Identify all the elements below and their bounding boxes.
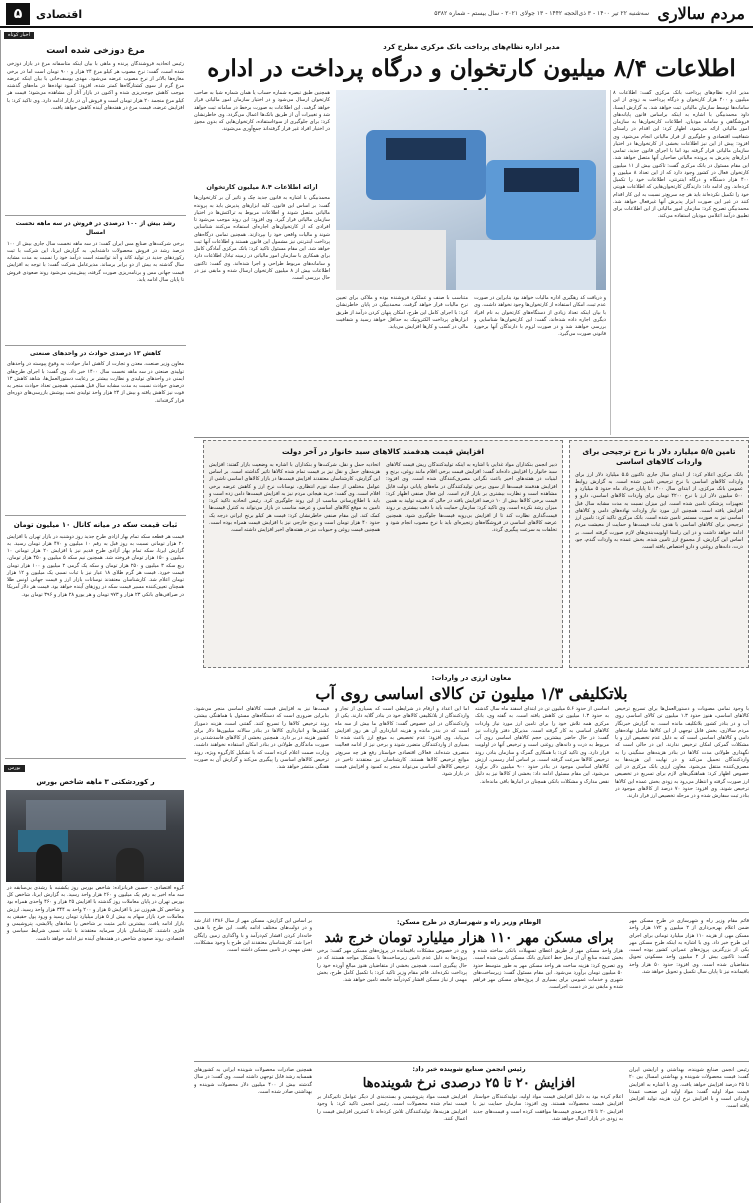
divider: [5, 515, 186, 516]
sidebar-tag: اخبار کوتاه: [4, 32, 34, 39]
article3-kicker: الوطام وزیر راه و شهرسازی در طرح مسکن:: [396, 918, 542, 926]
page-number: ۵: [6, 3, 30, 25]
box-body: دبیر انجمن بنکداران مواد غذایی با اشاره به اینکه تولیدکنندگان ریش قیمت کالاهای سبد خانوار را افزایش داده‌اند گفت: افزایش قیمت برخی اقلام مانند روغن، برنج و لبنیات در هفته‌های اخیر باعث نگرانی مصرف‌کنندگان شده است. وی افزود: افزایش هدفمند قیمت‌ها از سوی برخی تولیدکنندگان در ماه‌های پایانی دولت قابل مشاهده است و نظارت بیشتری بر بازار لازم است. این فعال صنفی اظهار کرد: قیمت برخی کالاها بیش از ۱۰ درصد افزایش یافته در حالی که هزینه تولید به همین میزان رشد نکرده است. وی تاکید کرد: سازمان حمایت باید با دقت بیشتری بر روند قیمت‌گذاری نظارت کند تا از افزایش بی‌رویه قیمت‌ها جلوگیری شود. همچنین عرضه کالاهای اساسی در فروشگاه‌های زنجیره‌ای باید با نرخ مصوب انجام شود و تخلفات به سرعت پیگیری گردد.: [386, 461, 557, 533]
article2-column-3: اما این اعداد و ارقام در شرایطی است که بسیاری از تجار و واردکنندگان از بلاتکلیفی کالاهای خود در بنادر گلایه دارند. یکی از واردکنندگان در این خصوص گفت: کالاهای ما بیش از سه ماه است که در بندر مانده و هزینه انبارداری آن هر روز افزایش می‌یابد. وی افزود: عدم تخصیص به موقع ارز باعث شده تا بسیاری از واردکنندگان متضرر شوند و برخی نیز از ادامه فعالیت منصرف شده‌اند. فعالان اقتصادی خواستار رفع هر چه سریع‌تر موانع ترخیص کالاها هستند. کارشناسان نیز معتقدند تاخیر در ترخیص کالاهای اساسی می‌تواند منجر به کمبود و افزایش قیمت در بازار شود.: [335, 706, 469, 778]
lead-headline: اطلاعات ۸/۴ میلیون کارتخوان و درگاه پرداخت در اداره: [207, 55, 736, 82]
lead-column-3: متناسب با صنف و عملکرد فروشنده بوده و ملاکی برای تعیین نرخ مالیات قرار خواهد گرفت. محمدبیگی در پایان خاطرنشان کرد: با اجرای کامل این طرح، امکان پنهان کردن درآمد از طریق ابزارهای پرداخت الکترونیک به حداقل خواهد رسید و شفافیت مالی در کسب و کارها افزایش می‌یابد.: [336, 295, 468, 330]
section-name: اقتصادی: [36, 8, 83, 21]
box-forex-essentials: [569, 440, 749, 668]
news-title-accidents: کاهش ۱۳ درصدی حوادث در واحدهای صنعتی: [30, 349, 161, 357]
article2-headline: بلاتکلیفی ۱/۳ میلیون تن کالای اساسی روی آب: [315, 684, 628, 703]
section-rule: [194, 437, 749, 438]
news-body-copper: برخی شرکت‌های صنایع مس ایران گفت: در سه ماهه نخست سال جاری بیش از ۱۰۰ درصد رشد در فروش محصولات داشته‌ایم. به گزارش ایرنا، این شرکت با ثبت رکوردهای جدید در تولید کاتد و آند توانسته است درآمد خود را نسبت به مدت مشابه سال گذشته به بیش از دو برابر برساند. مدیرعامل شرکت گفت: با توجه به افزایش قیمت جهانی مس و برنامه‌ریزی صورت گرفته، پیش‌بینی می‌شود روند صعودی فروش تا پایان سال ادامه یابد.: [7, 240, 184, 283]
lead-column-1: مدیر اداره نظام‌های پرداخت بانک مرکزی گفت: اطلاعات ۸ میلیون و ۴۰۰ هزار کارتخوان و درگاه پرداخت به زودی از این سامانه‌ها توسط سازمان مالیاتی ثبت خواهد شد. به گزارش ایسنا، داود محمدبیگی با اشاره به اینکه براساس قانون پایانه‌های فروشگاهی و سامانه مودیان، اطلاعات کارتخوان‌ها به سازمان امور مالیاتی ارائه می‌شود، اظهار کرد: این اقدام در راستای شفافیت اقتصادی و جلوگیری از فرار مالیاتی انجام می‌شود. وی افزود: پیش از این نیز اطلاعات بخشی از کارتخوان‌ها در اختیار سازمان مالیاتی قرار گرفته بود اما با اجرای قانون جدید، تمامی ابزارهای پذیرش به پرونده مالیاتی صاحبان آنها متصل خواهد شد. این مقام مسئول در بانک مرکزی گفت: تاکنون بیش از ۱۱ میلیون کارتخوان فعال در کشور وجود دارد که از این تعداد ۸ میلیون و ۴۰۰ هزار دستگاه و درگاه اینترنتی، اطلاعات خود را تکمیل کرده‌اند. وی ادامه داد: دارندگان کارتخوان‌هایی که اطلاعات هویتی خود را تکمیل نکرده‌اند باید هر چه سریع‌تر نسبت به این کار اقدام کنند در غیر این صورت ابزار پذیرش آنها غیرفعال خواهد شد. محمدبیگی تصریح کرد: سازمان امور مالیاتی از این اطلاعات برای تطبیق درآمد اعلامی مودیان استفاده می‌کند.: [613, 90, 749, 220]
newspaper-logo: مردم سالاری: [657, 4, 745, 23]
article4-column-2: اعلام کرده بود به دلیل افزایش قیمت مواد اولیه، تولیدکنندگان خواستار افزایش قیمت محصولات هستند. وی افزود: سازمان حمایت نیز با افزایش ۲۰ تا ۲۵ درصدی قیمت‌ها موافقت کرده است و قیمت‌های جدید به زودی در بازار اعمال خواهد شد.: [473, 1094, 623, 1122]
article4-kicker: رئیس انجمن صنایع شوینده خبر داد:: [412, 1065, 526, 1073]
section-rule: [194, 912, 749, 913]
lead-subhead: ارائه اطلاعات ۸.۴ میلیون کارتخوان: [206, 183, 318, 191]
article2-column-2: اساسی از حدود ۵.۶ میلیون تن در ابتدای اسفند ماه سال گذشته به حدود ۱.۳ میلیون تن کاهش یافته است. به گفته وی، بانک مرکزی همه تلاش خود را برای تامین ارز مورد نیاز واردات کالاهای اساسی به کار گرفته است. مدیرکل دفتر واردات نیز گفت: در حال حاضر بیشترین حجم کالاهای اساسی روی آب مربوط به ذرت و دانه‌های روغنی است و ترخیص آنها در اولویت قرار دارد. وی تاکید کرد: با همکاری گمرک و سازمان بنادر، روند ترخیص کالاها سرعت گرفته است. بر اساس آمار رسمی، ارزش کالاهای اساسی موجود در بنادر حدود ۹۰۰ میلیون دلار برآورد می‌شود. این مقام مسئول ادامه داد: بخشی از کالاها نیز به دلیل نقص مدارک و مشکلات بانکی همچنان در انبارها باقی مانده‌اند.: [475, 706, 609, 785]
article4-column-1: رئیس انجمن صنایع شوینده، بهداشتی و آرایشی ایران گفت: قیمت محصولات شوینده و بهداشتی امسال بین ۲۰ تا ۲۵ درصد افزایش خواهد یافت. وی با اشاره به افزایش قیمت مواد اولیه گفت: مواد اولیه این صنعت عمدتا وارداتی است و با افزایش نرخ ارز، هزینه تولید افزایش یافته است.: [629, 1067, 749, 1110]
pos-terminal-photo: [336, 90, 606, 290]
box-body-2: اتحادیه حمل و نقل، شرکت‌ها و بنکداران با اشاره به وضعیت بازار گفتند: افزایش هزینه‌های حمل و نقل نیز بر قیمت تمام شده کالاها تاثیر گذاشته است. بر اساس این گزارش، کارشناسان معتقدند افزایش قیمت‌ها در بازار کالاهای اساسی ناشی از عوامل مختلفی از جمله تورم انتظاری، نوسانات نرخ ارز و کاهش عرضه برخی اقلام است. وی گفت: خرید هیجانی مردم نیز به افزایش قیمت‌ها دامن زده است و باید با اطلاع‌رسانی مناسب از این روند جلوگیری کرد. رئیس اتحادیه تاکید کرد: تامین به موقع کالاهای اساسی و عرضه مناسب در بازار می‌تواند به کنترل قیمت‌ها کمک کند. این مقام صنفی خاطرنشان کرد: قیمت هر کیلو برنج ایرانی درجه یک حدود ۴۰ هزار تومان است و برنج خارجی نیز با افزایش قیمت همراه بوده است. همچنین قیمت روغن و حبوبات نیز در هفته‌های اخیر افزایش داشته است.: [209, 461, 380, 533]
bourse-photo: [6, 790, 184, 882]
article3-column-3: وی در خصوص مشکلات باقیمانده در پروژه‌های مسکن مهر گفت: برخی پروژه‌ها به دلیل عدم تامین زیرساخت‌ها با مشکل مواجه هستند که در حال پیگیری است. همچنین بخشی از متقاضیان هنوز مبالغ آورده خود را پرداخت نکرده‌اند. قائم مقام وزیر تاکید کرد: با تکمیل کامل طرح، بخش مهمی از نیاز مسکن اقشار کم‌درآمد جامعه تامین خواهد شد.: [317, 948, 467, 983]
masthead: [0, 0, 753, 28]
sidebar-news-column: [0, 30, 190, 1203]
lead-column-2: و دریافت کد رهگیری اداره مالیات خواهد بود بنابراین در صورت عدم ثبت، امکان استفاده از کارتخوان‌ها وجود نخواهد داشت. وی با بیان اینکه تعداد زیادی از دستگاه‌های کارتخوان به نام افراد دیگری اجاره داده شده‌اند، گفت: این کارتخوان‌ها شناسایی و بررسی خواهند شد و در صورت لزوم با دارندگان آنها برخورد قانونی صورت می‌گیرد.: [474, 295, 606, 338]
column-rule: [610, 90, 611, 435]
section-rule: [194, 1061, 749, 1062]
divider: [5, 345, 186, 346]
lead-column-4: [194, 90, 330, 435]
article3-column-1: قائم مقام وزیر راه و شهرسازی در طرح مسکن مهر ضمن اعلام بهره‌برداری از ۲ میلیون و ۱۷۲ هزار واحد مسکن مهر، از هزینه ۱۱۰ هزار میلیارد تومانی برای اجرای این طرح خبر داد. وی با اشاره به اینکه طرح مسکن مهر یکی از بزرگترین پروژه‌های عمرانی کشور بوده است، گفت: تاکنون بیش از ۲ میلیون واحد مسکونی تحویل متقاضیان شده است. وی افزود: حدود ۵۰ هزار واحد باقیمانده نیز تا پایان سال تکمیل و تحویل خواهد شد.: [629, 918, 749, 975]
main-content: [194, 30, 749, 1203]
box-body: بانک مرکزی اعلام کرد: از ابتدای سال جاری تاکنون ۵.۵ میلیارد دلار ارز برای واردات کالاهای اساسی با نرخ ترجیحی تامین شده است. به گزارش روابط عمومی بانک مرکزی، از ابتدای سال ۱۴۰۰ تا پایان خرداد ماه حدود ۵ میلیارد و ۵۰۰ میلیون دلار ارز با نرخ ۴۲۰۰ تومان برای واردات کالاهای اساسی، دارو و تجهیزات پزشکی تامین شده است. این میزان نسبت به مدت مشابه سال قبل افزایش یافته است. همچنین ارز مورد نیاز واردات نهاده‌های دامی و کالاهای اساسی نیز به صورت مستمر تامین شده است. بانک مرکزی تاکید کرد: تامین ارز ترجیحی برای کالاهای اساسی با هدف ثبات قیمت‌ها و حمایت از معیشت مردم ادامه خواهد داشت و در این راستا اولویت‌بندی‌های لازم صورت گرفته است. بر اساس این گزارش، از مجموع ارز تامین شده، بخش عمده به واردات گندم، جو، ذرت، دانه‌های روغنی و دارو اختصاص یافته است.: [575, 471, 743, 550]
news-body-bourse: گروه اقتصادی - حسین قربانزاده: شاخص بورس روز یکشنبه با رشدی بی‌سابقه در سه ماه اخیر به رقم یک میلیون و ۲۶۰ هزار واحد رسید. به گزارش ایرنا، شاخص کل بورس تهران در پایان معاملات روز گذشته با افزایش ۲۵ هزار و ۴۶۰ واحدی همراه بود و شاخص کل هم‌وزن نیز با افزایش ۵ هزار و ۲۰۰ واحد به ۳۴۴ هزار واحد رسید. ارزش معاملات خرد بازار سهام به بیش از ۵ هزار میلیارد تومان رسید و ورود پول حقیقی به بازار ادامه یافت. بیشترین تاثیر مثبت بر شاخص را نمادهای پالایشی، پتروشیمی و فلزی داشتند. کارشناسان بازار سرمایه معتقدند با ثبات نسبی شرایط سیاسی و اقتصادی، روند صعودی شاخص در هفته‌های آینده نیز ادامه خواهد داشت.: [7, 884, 185, 942]
article2-column-1: با وجود تمامی مصوبات و دستورالعمل‌ها برای تسریع ترخیص کالاهای اساسی، هنوز حدود ۱.۳ میلیون تن کالای اساسی روی آب و در بنادر کشور بلاتکلیف مانده است. به گزارش خبرنگار مردم سالاری، بخش قابل توجهی از این کالاها شامل نهاده‌های دامی و کالاهای اساسی است که به دلیل عدم تخصیص ارز و یا مشکلات گمرکی امکان ترخیص ندارند. این در حالی است که نگهداری طولانی مدت کالاها در بنادر هزینه‌های سنگینی را به واردکنندگان تحمیل می‌کند و در نهایت این هزینه‌ها به مصرف‌کننده منتقل می‌شود. معاون ارزی بانک مرکزی در این خصوص اظهار کرد: هماهنگی‌های لازم برای تسریع در تخصیص ارز صورت گرفته و انتظار می‌رود به زودی بخش عمده این کالاها ترخیص شوند. وی افزود: حدود ۷۰ درصد از کالاهای موجود در بنادر ثبت سفارش شده و در مرحله تخصیص ارز قرار دارند.: [615, 706, 749, 799]
divider: [5, 758, 186, 759]
sidebar-tag-bourse: بورس: [4, 765, 25, 772]
news-title-chicken: مرغ دوزخی شده است: [46, 46, 145, 57]
article4-headline: افزایش ۲۰ تا ۲۵ درصدی نرخ شوینده‌ها: [362, 1076, 576, 1091]
divider: [5, 215, 186, 216]
article3-headline: برای مسکن مهر ۱۱۰ هزار میلیارد تومان خرج شد: [324, 930, 614, 946]
news-body-accidents: معاون وزیر صنعت، معدن و تجارت از کاهش آمار حوادث به وقوع پیوسته در واحدهای تولیدی صنعتی در سه ماهه نخست سال ۱۴۰۰ خبر داد. وی گفت: با اجرای طرح‌های ایمنی در واحدهای تولیدی و نظارت بیشتر بر رعایت دستورالعمل‌ها، شاهد کاهش ۱۳ درصدی حوادث نسبت به مدت مشابه سال قبل هستیم. همچنین تعداد حوادث منجر به فوت نیز کاهش یافته و بیش از ۲۴ هزار واحد تولیدی تحت پوشش بازرسی‌های دوره‌ای قرار گرفته‌اند.: [7, 361, 185, 404]
box-title: تامین ۵/۵ میلیارد دلار با نرخ ترجیحی برای واردات کالاهای اساسی: [582, 447, 736, 466]
news-body-coin: قیمت هر قطعه سکه تمام بهار آزادی طرح جدید روز دوشنبه در بازار تهران با افزایش ۲۰ هزار تومانی نسبت به روز قبل به رقم ۱۰ میلیون و ۴۷۰ هزار تومان رسید. به گزارش ایرنا، سکه تمام بهار آزادی طرح قدیم نیز با افزایش ۲۰ هزار تومانی ۱۰ میلیون و ۱۵۰ هزار تومان فروخته شد. همچنین نیم سکه ۵ میلیون و ۴۵۰ هزار تومان، ربع سکه ۳ میلیون و ۲۵۰ هزار تومان و سکه یک گرمی ۲ میلیون و ۱۰۰ هزار تومان قیمت خورد. قیمت هر گرم طلای ۱۸ عیار نیز با ثبات نسبی یک میلیون و ۱۲ هزار تومان اعلام شد. کارشناسان معتقدند نوسانات بازار ارز و قیمت جهانی اونس طلا همچنان تعیین‌کننده مسیر قیمت سکه در روزهای آینده خواهد بود. قیمت هر دلار آمریکا در صرافی‌های بانکی ۲۳ هزار و ۹۷۳ تومان و هر یورو ۲۸ هزار و ۳۹۶ تومان بود.: [7, 533, 185, 598]
lead-column-4-text: همچنین طبق تبصره شماره حساب یا همان شماره شبا به صاحب کارتخوان ارسال می‌شود و در اختیار سازمان امور مالیاتی قرار خواهد گرفت. این اطلاعات به صورت برخط در سامانه ثبت خواهد شد و تغییرات آن از طریق بانک‌ها اعمال می‌گردد. وی خاطرنشان کرد: برای جلوگیری از سوءاستفاده، کارتخوان‌هایی که بدون مجوز در اختیار افراد غیر قرار گرفته‌اند جمع‌آوری می‌شوند.: [194, 90, 330, 133]
article2-kicker: معاون ارزی در واردات:: [431, 674, 512, 682]
article4-column-4: همچنین صادرات محصولات شوینده ایرانی به کشورهای همسایه رشد قابل توجهی داشته است. وی گفت: در سال گذشته بیش از ۴۰۰ میلیون دلار محصولات شوینده و بهداشتی صادر شده است.: [194, 1067, 312, 1095]
box-household-prices: [203, 440, 563, 668]
news-body-chicken: رئیس اتحادیه فروشندگان پرنده و ماهی با بیان اینکه متاسفانه مرغ در بازار دوزخی شده است، گفت: نرخ مصوب هر کیلو مرغ ۲۴ هزار و ۹۰۰ تومان است اما در برخی مغازه‌ها بالاتر از نرخ مصوب عرضه می‌شود. مهدی یوسف‌خانی با بیان اینکه عرضه مرغ گرم از سوی کشتارگاه‌ها کمتر شده، افزود: کمبود نهاده‌ها در ماه‌های گذشته موجب کاهش جوجه‌ریزی شده و اکنون در بازار آثار آن مشاهده می‌شود؛ قیمت هر کیلو مرغ منجمد ۲۰ هزار تومان است و فروش آن در بازار ادامه دارد. وی تاکید کرد: با افزایش عرضه، قیمت مرغ در هفته‌های آینده کاهش خواهد یافت.: [7, 61, 185, 111]
box-title: افزایش قیمت هدفمند کالاهای سبد خانوار در آخر دولت: [282, 447, 484, 456]
news-title-copper: رشد بیش از ۱۰۰ درصدی در فروش در سه ماهه نخست امسال: [15, 220, 176, 236]
box-row: [194, 440, 749, 668]
article3-column-2: هزار واحد مسکن مهر از طریق اعطای تسهیلات بانکی ساخته شده و بخش عمده منابع آن از محل خط اعتباری بانک مسکن تامین شده است. وی تصریح کرد: هزینه ساخت هر واحد مسکن مهر به طور متوسط حدود ۵۰ میلیون تومان برآورد می‌شود. این مقام مسئول گفت: زیرساخت‌های شهری و خدمات عمومی برای بسیاری از پروژه‌های مسکن مهر فراهم شده و مابقی نیز در دست اجراست.: [473, 948, 623, 991]
article2-column-4: قیمت‌ها نیز به افزایش قیمت کالاهای اساسی منجر می‌شود. بنابراین ضروری است که دستگاه‌های مسئول با هماهنگی بیشتر، روند ترخیص کالاها را تسریع کنند. گفتنی است، هزینه دموراژ کشتی‌ها و انبارداری کالاها در بنادر سالانه میلیون‌ها دلار برای کشور هزینه در بر دارد. همچنین بخشی از کالاهای فاسدشدنی در صورت ماندگاری طولانی در بنادر امکان استفاده نخواهند داشت. وزارت صمت اعلام کرده است که با تشکیل کارگروه ویژه، روند ترخیص کالاهای اساسی را پیگیری می‌کند و گزارش آن به صورت هفتگی منتشر خواهد شد.: [194, 706, 329, 770]
news-title-coin: ثبات قیمت سکه در میانه کانال ۱۰ میلیون تومان: [13, 521, 178, 530]
news-title-bourse: ر کوردشکنی ۳ ماهه شاخص بورس: [36, 777, 155, 786]
article4-column-3: افزایش قیمت مواد پتروشیمی و بسته‌بندی از دیگر عوامل تاثیرگذار بر قیمت تمام شده محصولات است. رئیس انجمن تاکید کرد: با وجود افزایش هزینه‌ها، تولیدکنندگان تلاش کرده‌اند تا کمترین افزایش قیمت را اعمال کنند.: [317, 1094, 467, 1122]
issue-info: سه‌شنبه ۲۲ تیر ۱۴۰۰ - ۳ ذی‌الحجه ۱۴۴۲ - ۱۳ جولای ۲۰۲۱ - سال بیستم - شماره ۵۳۸۲: [434, 10, 649, 17]
lead-kicker: مدیر اداره نظام‌های پرداخت بانک مرکزی مطرح کرد: [383, 43, 560, 51]
article3-column-4: بر اساس این گزارش، مسکن مهر از سال ۱۳۸۶ آغاز شد و در دولت‌های مختلف ادامه یافت. این طرح با هدف خانه‌دار کردن اقشار کم‌درآمد و با واگذاری زمین رایگان اجرا شد. کارشناسان معتقدند این طرح با وجود مشکلات، نقش مهمی در تامین مسکن داشته است.: [194, 918, 312, 953]
lead-column-4-text-b: محمدبیگی با اشاره به قانون جدید چک و تاثیر آن بر کارتخوان‌ها گفت: بر اساس این قانون، کلیه ابزارهای پذیرش باید به پرونده مالیاتی متصل شوند و اطلاعات مربوط به تراکنش‌ها در اختیار سازمان مالیاتی قرار گیرد. وی افزود: این روند موجب می‌شود تا افرادی که از کارتخوان‌های اجاره‌ای استفاده می‌کنند شناسایی شوند و مالیات واقعی خود را بپردازند. همچنین تمامی درگاه‌های پرداخت اینترنتی نیز مشمول این قانون هستند و اطلاعات آنها ثبت خواهد شد. این مقام مسئول تاکید کرد: بانک مرکزی آمادگی کامل برای همکاری با سازمان امور مالیاتی در زمینه تبادل اطلاعات دارد و سامانه‌های مربوط طراحی و اجرا شده‌اند. وی گفت: تاکنون اطلاعات بیش از ۸ میلیون کارتخوان ارسال شده و مابقی نیز در حال بررسی است.: [194, 195, 330, 282]
